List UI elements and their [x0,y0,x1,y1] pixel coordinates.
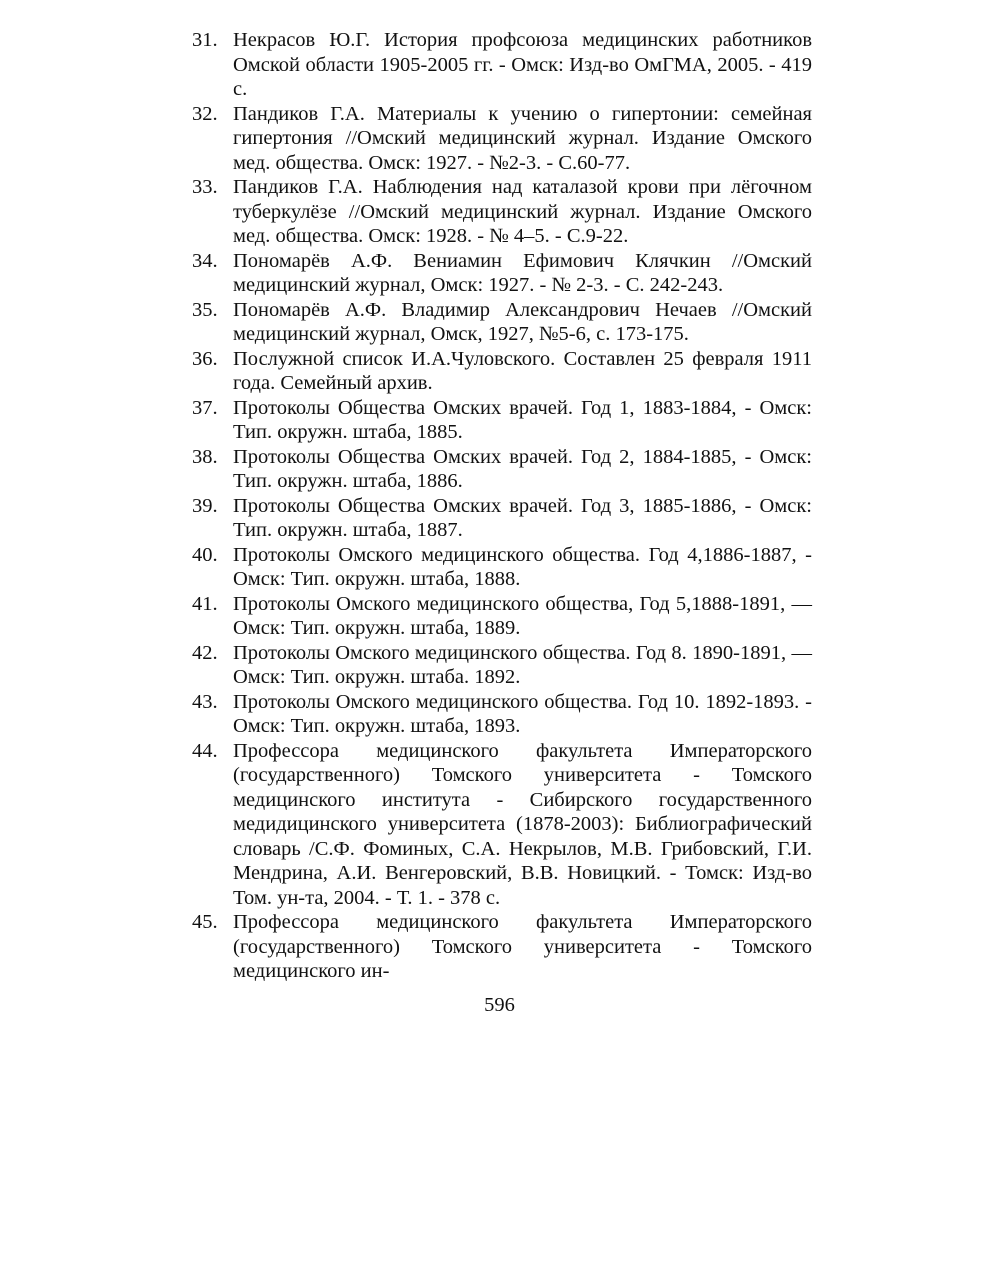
reference-item [192,739,812,911]
reference-text: Пономарёв А.Ф. Владимир Александрович Нечаев //Омский медицинский журнал, Омск, 1927, №5-6, с. 173-175. [233,298,812,345]
reference-item [192,249,812,298]
reference-number: 32. [192,102,218,125]
reference-number: 38. [192,445,218,468]
reference-number: 41. [192,592,218,615]
reference-number: 37. [192,396,218,419]
reference-number: 40. [192,543,218,566]
reference-text: Профессора медицинского факультета Императорского (государственного) Томского университета - Томского медицинского ин- [233,911,812,982]
reference-number: 31. [192,29,218,51]
reference-item [192,28,812,102]
page-number: 596 [484,994,515,1016]
reference-item [192,690,812,739]
reference-list [192,28,812,984]
reference-text: Протоколы Общества Омских врачей. Год 2, 1884-1885, - Омск: Тип. окружн. штаба, 1886. [233,445,812,492]
reference-item [192,494,812,543]
reference-number: 34. [192,249,218,272]
reference-text: Профессора медицинского факультета Императорского (государственного) Томского университета - Томского медицинского института - Сибирского государственного медидицинского университета (1878-2003): Библиографический словарь /С.Ф. Фоминых, С.А. Некрылов, М.В. Грибовский, Г.И. Мендрина, А.И. Венгеровский, В.В. Новицкий. - Томск: Изд-во Том. ун-та, 2004. - Т. 1. - 378 с. [233,739,812,909]
reference-item [192,298,812,347]
reference-text: Протоколы Общества Омских врачей. Год 3, 1885-1886, - Омск: Тип. окружн. штаба, 1887. [233,494,812,541]
reference-text: Пандиков Г.А. Материалы к учению о гипертонии: семейная гипертония //Омский медицинский журнал. Издание Омского мед. общества. Омск: 1927. - №2-3. - С.60-77. [233,102,812,174]
reference-number: 42. [192,641,218,664]
reference-number: 35. [192,298,218,321]
reference-item [192,910,812,984]
reference-item [192,543,812,592]
reference-item [192,592,812,641]
reference-text: Протоколы Общества Омских врачей. Год 1, 1883-1884, - Омск: Тип. окружн. штаба, 1885. [233,396,812,443]
reference-item [192,445,812,494]
reference-number: 43. [192,690,218,713]
reference-item [192,641,812,690]
reference-text: Некрасов Ю.Г. История профсоюза медицинских работников Омской области 1905-2005 гг. - Омск: Изд-во ОмГМА, 2005. - 419 с. [233,29,812,100]
reference-number: 36. [192,347,218,370]
reference-item [192,347,812,396]
reference-text: Протоколы Омского медицинского общества. Год 8. 1890-1891, — Омск: Тип. окружн. штаба. 1892. [233,641,812,688]
reference-number: 44. [192,739,218,762]
reference-item [192,102,812,176]
reference-number: 39. [192,494,218,517]
reference-text: Пандиков Г.А. Наблюдения над каталазой крови при лёгочном туберкулёзе //Омский медицинский журнал. Издание Омского мед. общества. Омск: 1928. - № 4–5. - С.9-22. [233,176,812,247]
reference-text: Протоколы Омского медицинского общества, Год 5,1888-1891, — Омск: Тип. окружн. штаба, 1889. [233,592,812,639]
reference-item [192,175,812,249]
reference-text: Послужной список И.А.Чуловского. Составлен 25 февраля 1911 года. Семейный архив. [233,347,812,394]
reference-text: Протоколы Омского медицинского общества. Год 4,1886-1887, - Омск: Тип. окружн. штаба, 1888. [233,543,812,590]
reference-number: 33. [192,176,218,198]
reference-item [192,396,812,445]
reference-number: 45. [192,911,218,933]
reference-text: Протоколы Омского медицинского общества. Год 10. 1892-1893. - Омск: Тип. окружн. штаба, 1893. [233,690,812,737]
reference-text: Пономарёв А.Ф. Вениамин Ефимович Клячкин //Омский медицинский журнал, Омск: 1927. - № 2-3. - С. 242-243. [233,249,812,296]
